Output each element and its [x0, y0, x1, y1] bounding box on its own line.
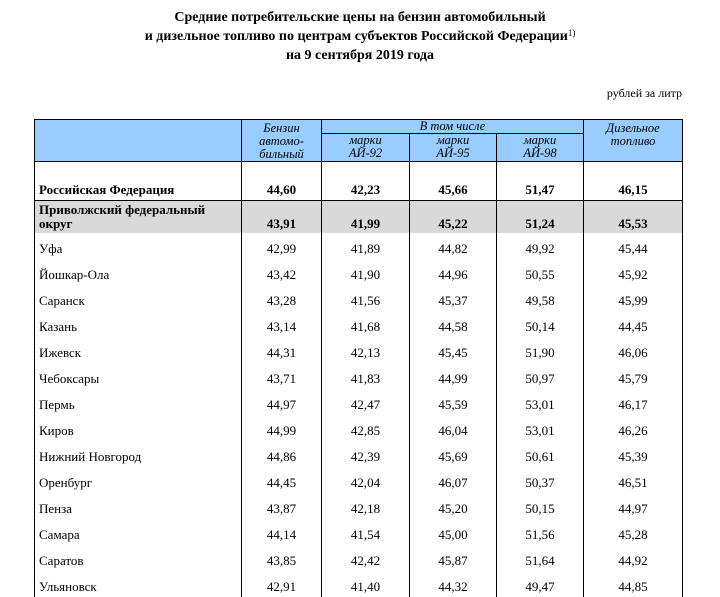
- region-name-cell: Пермь: [35, 389, 242, 415]
- price-cell-gasoline: 43,28: [242, 285, 322, 311]
- price-cell-ai98: 50,55: [497, 259, 584, 285]
- table-row: [35, 519, 683, 545]
- table-row: [35, 337, 683, 363]
- region-name-cell: Приволжский федеральный округ: [35, 201, 242, 234]
- header-including: В том числе: [322, 120, 584, 134]
- price-cell-ai95: 45,20: [410, 493, 497, 519]
- price-cell-diesel: 45,53: [584, 201, 683, 234]
- table-body: [35, 162, 683, 597]
- price-cell-gasoline: 43,85: [242, 545, 322, 571]
- title-line-3: на 9 сентября 2019 года: [0, 46, 720, 65]
- price-cell-ai92: 41,83: [322, 363, 410, 389]
- price-cell-ai95: 44,82: [410, 233, 497, 259]
- price-cell-ai95: 45,59: [410, 389, 497, 415]
- table-row: [35, 493, 683, 519]
- unit-label: рублей за литр: [607, 86, 682, 101]
- region-name-cell: Ульяновск: [35, 571, 242, 597]
- price-cell-diesel: 46,06: [584, 337, 683, 363]
- price-cell-ai98: 51,24: [497, 201, 584, 234]
- region-name-cell: Уфа: [35, 233, 242, 259]
- table-row: [35, 259, 683, 285]
- price-cell-ai95: 45,37: [410, 285, 497, 311]
- region-name-cell: Казань: [35, 311, 242, 337]
- price-cell-diesel: 44,85: [584, 571, 683, 597]
- title-line-2-text: и дизельное топливо по центрам субъектов Российской Федерации: [145, 29, 568, 44]
- table-row: [35, 441, 683, 467]
- region-name-cell: Саратов: [35, 545, 242, 571]
- price-cell-ai92: 41,40: [322, 571, 410, 597]
- price-table: [34, 119, 683, 597]
- table-row: [35, 311, 683, 337]
- region-name-cell: Самара: [35, 519, 242, 545]
- region-name-cell: Чебоксары: [35, 363, 242, 389]
- price-cell-ai92: 41,54: [322, 519, 410, 545]
- price-cell-gasoline: 43,14: [242, 311, 322, 337]
- price-cell-ai95: 45,22: [410, 201, 497, 234]
- price-cell-ai92: 41,68: [322, 311, 410, 337]
- price-cell-ai92: 42,42: [322, 545, 410, 571]
- price-cell-diesel: 46,15: [584, 162, 683, 201]
- price-cell-ai95: 44,58: [410, 311, 497, 337]
- price-cell-gasoline: 44,45: [242, 467, 322, 493]
- price-cell-diesel: 46,26: [584, 415, 683, 441]
- price-cell-ai95: 45,00: [410, 519, 497, 545]
- region-name-cell: Нижний Новгород: [35, 441, 242, 467]
- price-cell-ai95: 45,87: [410, 545, 497, 571]
- price-cell-ai98: 49,92: [497, 233, 584, 259]
- region-name-cell: Ижевск: [35, 337, 242, 363]
- total-row: [35, 162, 683, 201]
- document-title: [0, 8, 720, 65]
- title-line-2: [0, 27, 720, 46]
- price-cell-ai98: 51,64: [497, 545, 584, 571]
- price-cell-ai95: 45,66: [410, 162, 497, 201]
- price-cell-ai92: 41,89: [322, 233, 410, 259]
- header-diesel: Дизельное топливо: [584, 120, 683, 162]
- region-name-cell: Киров: [35, 415, 242, 441]
- price-cell-ai92: 41,56: [322, 285, 410, 311]
- table-row: [35, 363, 683, 389]
- table-row: [35, 285, 683, 311]
- price-cell-ai92: 41,90: [322, 259, 410, 285]
- price-cell-diesel: 46,51: [584, 467, 683, 493]
- region-name-cell: Саранск: [35, 285, 242, 311]
- price-cell-ai95: 44,96: [410, 259, 497, 285]
- price-cell-ai98: 50,61: [497, 441, 584, 467]
- price-cell-ai92: 42,04: [322, 467, 410, 493]
- table-row: [35, 545, 683, 571]
- price-cell-gasoline: 44,60: [242, 162, 322, 201]
- price-cell-ai92: 42,47: [322, 389, 410, 415]
- price-cell-diesel: 45,28: [584, 519, 683, 545]
- price-cell-diesel: 45,44: [584, 233, 683, 259]
- region-name-cell: Пенза: [35, 493, 242, 519]
- price-cell-ai95: 44,99: [410, 363, 497, 389]
- price-cell-ai92: 42,39: [322, 441, 410, 467]
- header-ai92: марки АЙ-92: [322, 134, 410, 162]
- price-cell-ai95: 44,32: [410, 571, 497, 597]
- table-row: [35, 415, 683, 441]
- price-cell-ai95: 46,04: [410, 415, 497, 441]
- price-cell-ai98: 51,47: [497, 162, 584, 201]
- price-cell-ai95: 45,45: [410, 337, 497, 363]
- header-region-cell: [35, 120, 242, 162]
- price-cell-ai98: 49,58: [497, 285, 584, 311]
- price-cell-ai98: 51,56: [497, 519, 584, 545]
- price-cell-gasoline: 44,99: [242, 415, 322, 441]
- price-cell-gasoline: 42,99: [242, 233, 322, 259]
- price-cell-ai98: 49,47: [497, 571, 584, 597]
- table-row: [35, 571, 683, 597]
- price-cell-gasoline: 44,86: [242, 441, 322, 467]
- price-cell-diesel: 45,39: [584, 441, 683, 467]
- header-gasoline: Бензин автомо-бильный: [242, 120, 322, 162]
- price-cell-ai92: 41,99: [322, 201, 410, 234]
- price-cell-gasoline: 44,31: [242, 337, 322, 363]
- price-cell-ai98: 50,14: [497, 311, 584, 337]
- table-row: [35, 389, 683, 415]
- price-cell-ai98: 51,90: [497, 337, 584, 363]
- header-row-1: [35, 120, 683, 134]
- footnote-mark: 1): [568, 28, 576, 38]
- price-cell-gasoline: 44,97: [242, 389, 322, 415]
- region-name-cell: Оренбург: [35, 467, 242, 493]
- price-cell-diesel: 44,97: [584, 493, 683, 519]
- price-cell-ai95: 45,69: [410, 441, 497, 467]
- header-ai98: марки АЙ-98: [497, 134, 584, 162]
- price-cell-gasoline: 43,71: [242, 363, 322, 389]
- price-cell-diesel: 46,17: [584, 389, 683, 415]
- price-cell-ai92: 42,85: [322, 415, 410, 441]
- price-cell-ai98: 53,01: [497, 415, 584, 441]
- region-name-cell: Йошкар-Ола: [35, 259, 242, 285]
- district-row: [35, 201, 683, 234]
- price-cell-diesel: 45,92: [584, 259, 683, 285]
- table-row: [35, 233, 683, 259]
- price-cell-ai92: 42,23: [322, 162, 410, 201]
- price-cell-gasoline: 42,91: [242, 571, 322, 597]
- price-cell-diesel: 45,79: [584, 363, 683, 389]
- price-cell-diesel: 44,45: [584, 311, 683, 337]
- title-line-1: Средние потребительские цены на бензин автомобильный: [0, 8, 720, 27]
- price-cell-diesel: 45,99: [584, 285, 683, 311]
- price-cell-gasoline: 43,42: [242, 259, 322, 285]
- price-cell-ai98: 53,01: [497, 389, 584, 415]
- header-ai95: марки АЙ-95: [410, 134, 497, 162]
- price-cell-ai98: 50,15: [497, 493, 584, 519]
- price-cell-gasoline: 43,87: [242, 493, 322, 519]
- price-cell-ai95: 46,07: [410, 467, 497, 493]
- region-name-cell: Российская Федерация: [35, 162, 242, 201]
- price-cell-ai98: 50,97: [497, 363, 584, 389]
- price-cell-gasoline: 44,14: [242, 519, 322, 545]
- price-cell-ai92: 42,13: [322, 337, 410, 363]
- price-cell-ai98: 50,37: [497, 467, 584, 493]
- table-row: [35, 467, 683, 493]
- price-cell-gasoline: 43,91: [242, 201, 322, 234]
- price-cell-ai92: 42,18: [322, 493, 410, 519]
- price-cell-diesel: 44,92: [584, 545, 683, 571]
